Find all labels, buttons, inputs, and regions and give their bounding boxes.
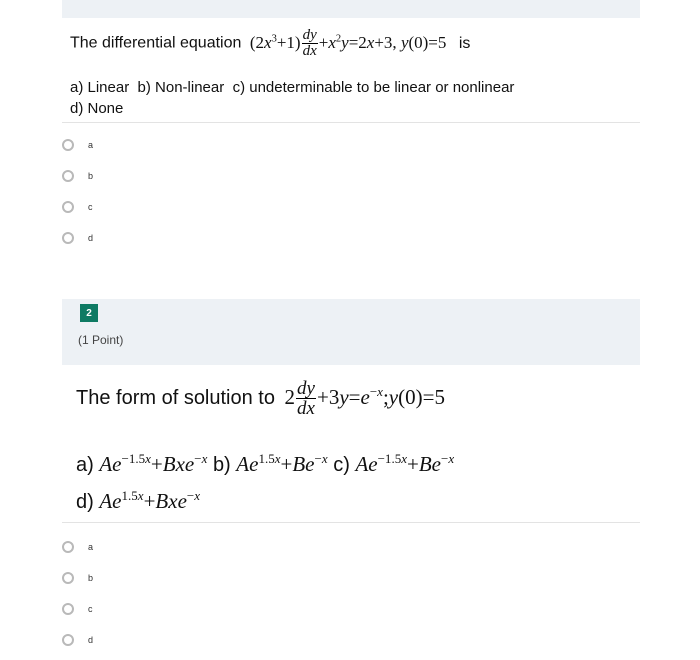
radio-button[interactable] [62, 170, 74, 182]
question-2-stem: The form of solution to [76, 386, 275, 409]
question-number-badge: 2 [80, 304, 98, 322]
question-1-prompt: The differential equation $(2x^3+1)$ $\frac{dy}{dx}$ $+x^2y=2x+3$, y(0)=5 is a) Linear b) Non-linear c) undeterminable to be linear or nonlinear d) None [62, 18, 640, 123]
q2-option-b[interactable] [62, 569, 222, 587]
radio-button[interactable] [62, 634, 74, 646]
q2-option-d[interactable] [62, 631, 222, 649]
q1-option-a[interactable] [62, 136, 222, 154]
question-1-tail: is [458, 34, 471, 52]
question-1-stem: The differential equation [70, 34, 242, 52]
question-1-header-band [62, 0, 640, 18]
question-points: (1 Point) [78, 333, 124, 347]
q2-option-a[interactable] [62, 538, 222, 556]
q1-option-b[interactable] [62, 167, 222, 185]
option-label: c [88, 604, 93, 614]
question-1-choices-line-2: d) None [70, 100, 124, 117]
option-label: d [88, 635, 94, 645]
radio-button[interactable] [62, 541, 74, 553]
question-2-prompt: The form of solution to 2 $\frac{dy}{dx}$ $+3y=e^{-x};y(0)=5$ a) $Ae^{-1.5x}+Bxe^{-x}$ b) $Ae^{1.5x}+Be^{-x}$ c) $Ae^{-1.5x}+Be^{-x}$ d) $Ae^{1.5x}+Bxe^{-x}$ [62, 365, 640, 523]
question-1-choices-line-1: a) Linear b) Non-linear c) undeterminable to be linear or nonlinear [70, 79, 515, 96]
option-label: b [88, 171, 94, 181]
option-label: a [88, 140, 94, 150]
radio-button[interactable] [62, 572, 74, 584]
q1-option-d[interactable] [62, 229, 222, 247]
radio-button[interactable] [62, 201, 74, 213]
q1-option-c[interactable] [62, 198, 222, 216]
q2-option-c[interactable] [62, 600, 222, 618]
question-2-header-band [62, 299, 640, 365]
option-label: c [88, 202, 93, 212]
radio-button[interactable] [62, 232, 74, 244]
option-label: a [88, 542, 94, 552]
radio-button[interactable] [62, 603, 74, 615]
option-label: b [88, 573, 94, 583]
radio-button[interactable] [62, 139, 74, 151]
option-label: d [88, 233, 94, 243]
